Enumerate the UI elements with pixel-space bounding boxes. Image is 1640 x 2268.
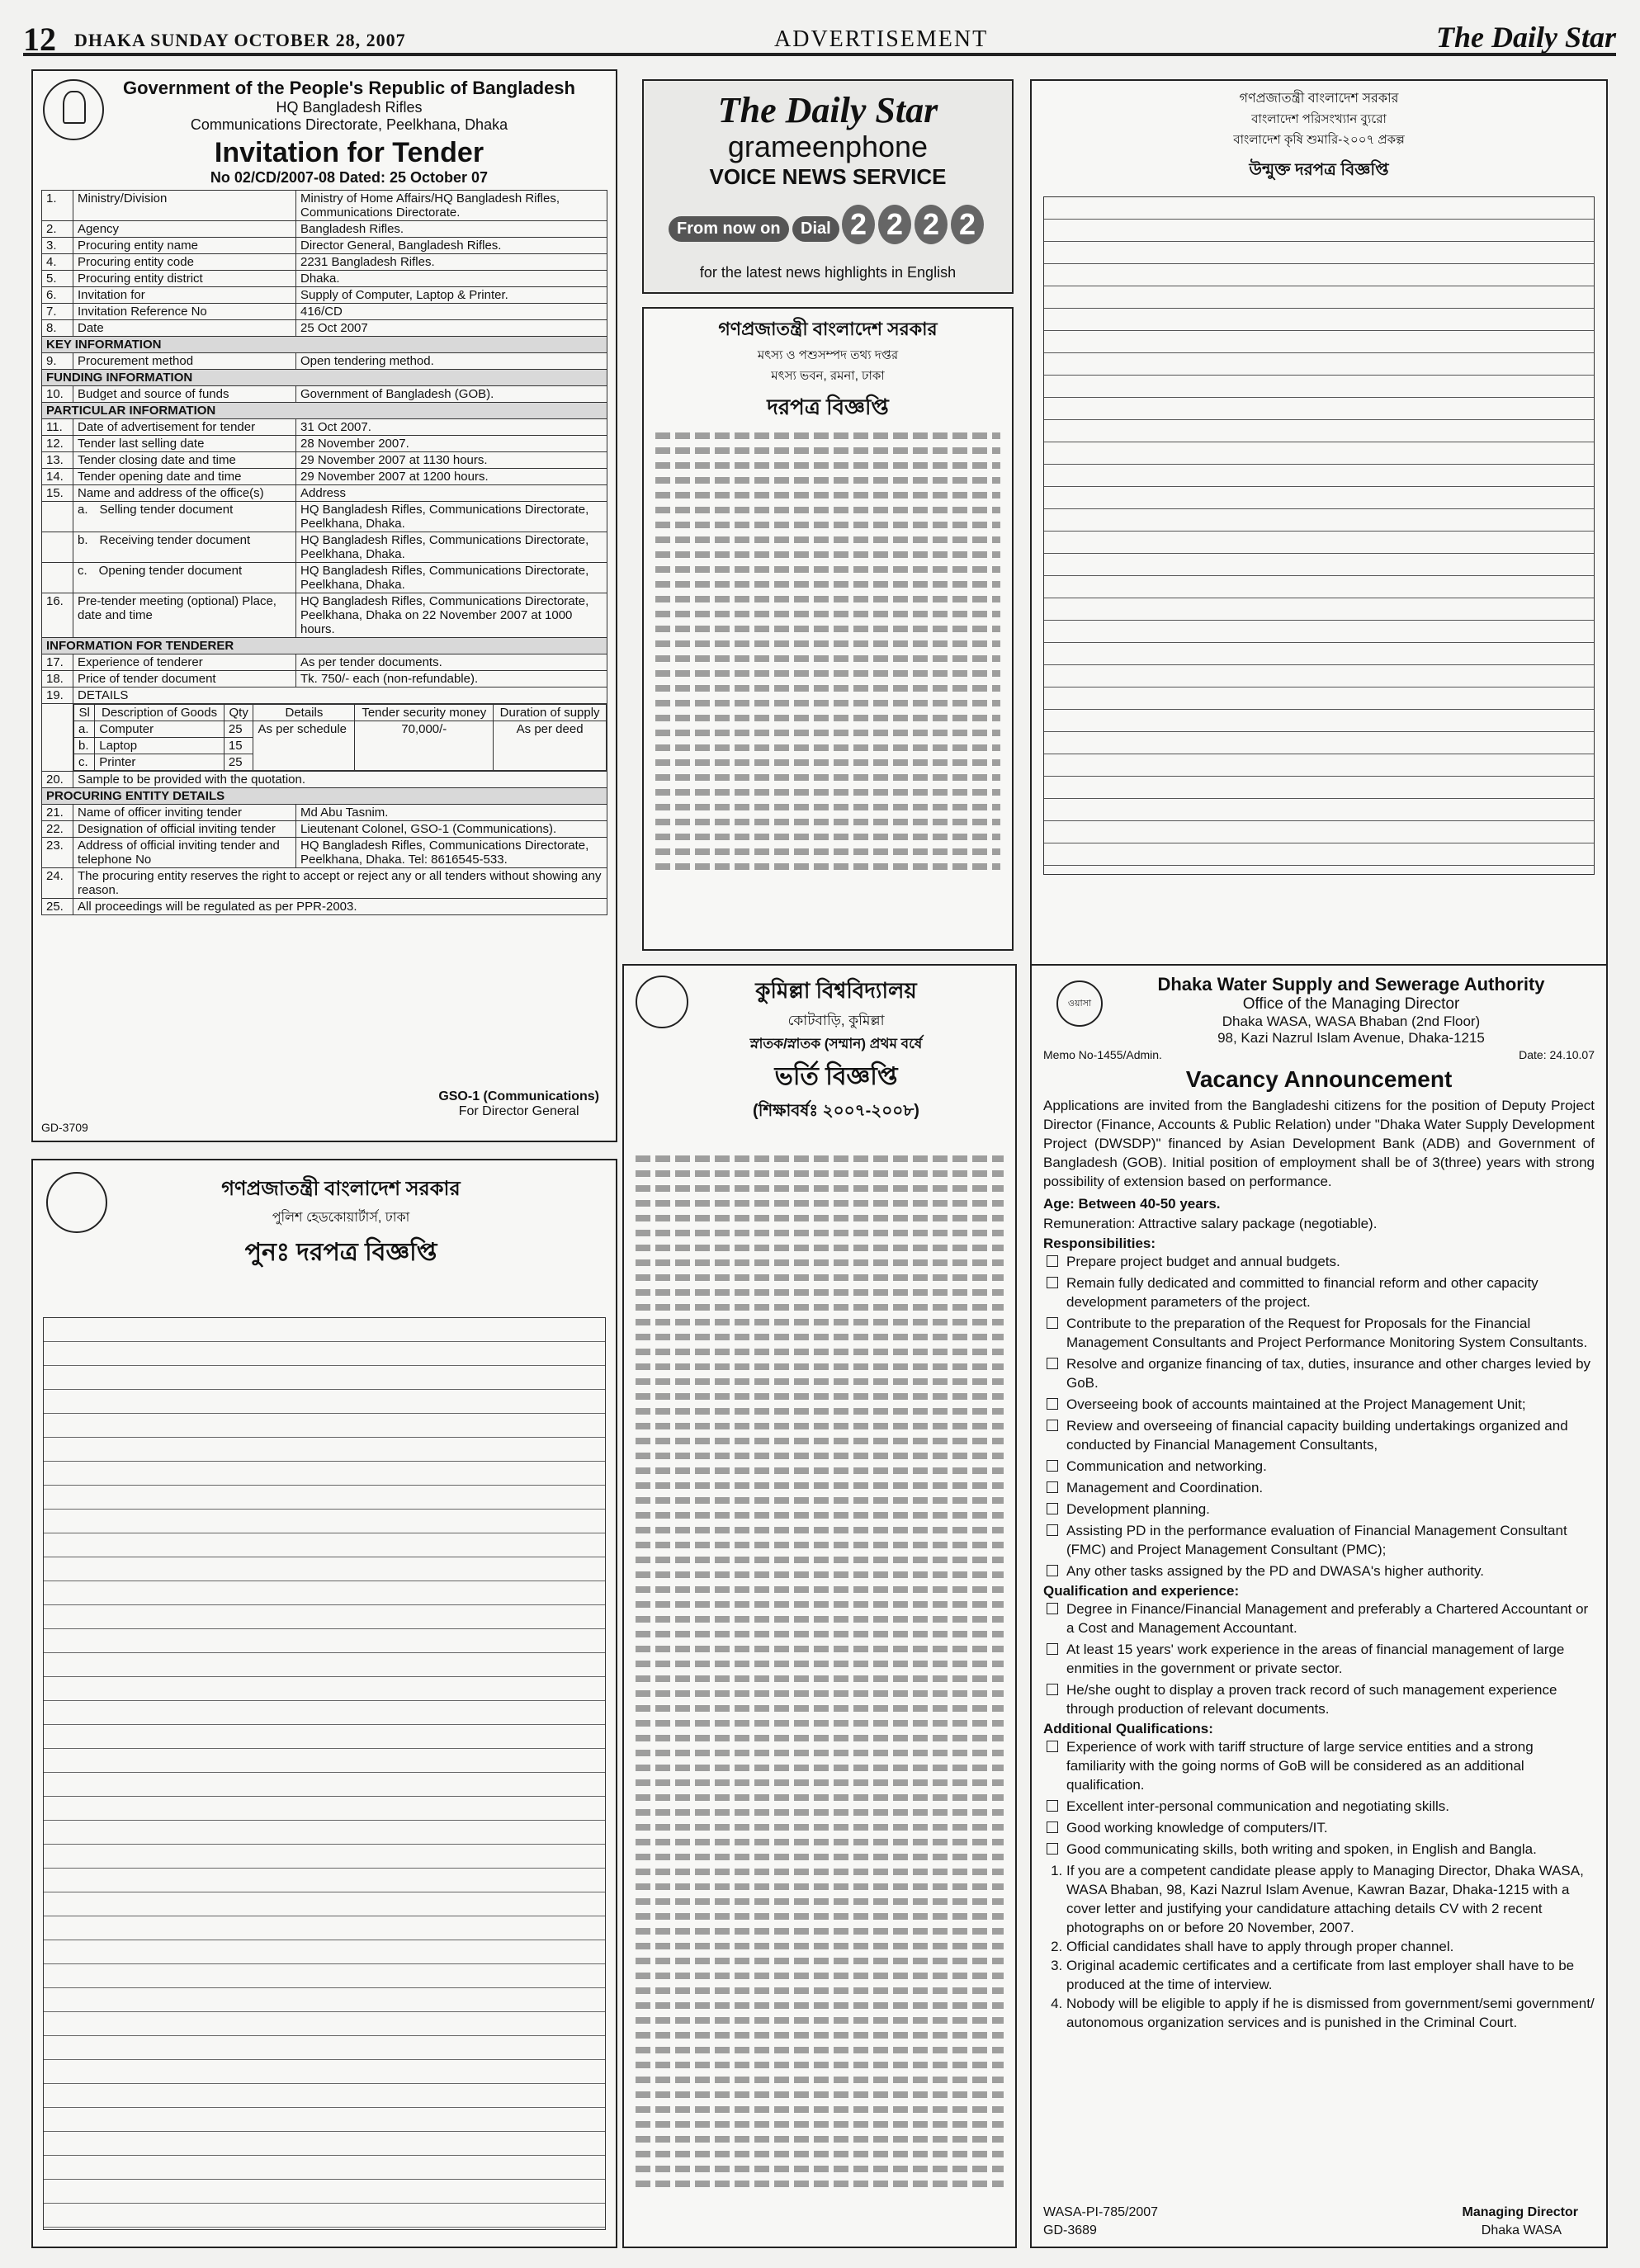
list-item: Contribute to the preparation of the Request for Proposals for the Financial Management Consultants and Project Performance Monitoring System Consultants. xyxy=(1066,1314,1595,1352)
row-value: 28 November 2007. xyxy=(296,436,607,452)
row-key: Experience of tenderer xyxy=(73,654,296,671)
sub-letter: c. xyxy=(78,564,87,578)
row-number: 22. xyxy=(42,821,73,838)
bn-census-sub2: বাংলাদেশ কৃষি শুমারি-২০০৭ প্রকল্প xyxy=(1233,133,1405,147)
row-key: Tender last selling date xyxy=(73,436,296,452)
table-row xyxy=(42,238,607,254)
list-item: 3. Original academic certificates and a certificate from last employer shall have to be produced at the time of interview. xyxy=(1066,1956,1595,1994)
list-item: 2. Official candidates shall have to apply through proper channel. xyxy=(1066,1937,1595,1956)
bn-census-table xyxy=(1043,196,1595,875)
bn-cu-sub1: কোটবাড়ি, কুমিল্লা xyxy=(787,1013,885,1028)
details-header: Tender security money xyxy=(355,705,494,721)
table-row xyxy=(42,671,607,687)
bn-fish-sub2: মৎস্য ভবন, রমনা, ঢাকা xyxy=(771,369,885,383)
row-value: Dhaka. xyxy=(296,271,607,287)
gp-dial: Dial xyxy=(792,216,839,242)
row-number: 3. xyxy=(42,238,73,254)
bn-fish-body xyxy=(655,424,1000,933)
section-heading: PARTICULAR INFORMATION xyxy=(42,403,607,419)
wasa-vacancy-ad xyxy=(1030,964,1608,2248)
row-number: 12. xyxy=(42,436,73,452)
row-number: 24. xyxy=(42,868,73,899)
bn-fish-gov: গণপ্রজাতন্ত্রী বাংলাদেশ সরকার xyxy=(718,319,938,339)
sub-letter: b. xyxy=(78,533,88,547)
row-key: Budget and source of funds xyxy=(73,386,296,403)
list-item: Management and Coordination. xyxy=(1066,1478,1595,1497)
row-number: 8. xyxy=(42,320,73,337)
row-number: 1. xyxy=(42,191,73,221)
row-key: DETAILS xyxy=(73,687,607,704)
table-row xyxy=(42,452,607,469)
bn-census-gov: গণপ্রজাতন্ত্রী বাংলাদেশ সরকার xyxy=(1239,92,1399,106)
gp-service: VOICE NEWS SERVICE xyxy=(709,164,947,189)
gp-tagline: for the latest news highlights in English xyxy=(699,264,957,281)
bn-fish-sub1: মৎস্য ও পশুসম্পদ তথ্য দপ্তর xyxy=(757,348,899,362)
row-key xyxy=(73,532,296,563)
bn-fish-title: দরপত্র বিজ্ঞপ্তি xyxy=(767,395,889,419)
table-row xyxy=(42,532,607,563)
details-desc: Computer xyxy=(95,721,224,738)
row-value: HQ Bangladesh Rifles, Communications Directorate, Peelkhana, Dhaka. xyxy=(296,502,607,532)
row-number: 6. xyxy=(42,287,73,304)
list-item: Resolve and organize financing of tax, duties, insurance and other charges levied by GoB. xyxy=(1066,1354,1595,1392)
table-row xyxy=(42,436,607,452)
details-desc: Printer xyxy=(95,754,224,771)
details-header: Details xyxy=(253,705,355,721)
bn-police-sub1: পুলিশ হেডকোয়ার্টার্স, ঢাকা xyxy=(272,1211,410,1225)
sub-letter: a. xyxy=(78,503,88,517)
row-number: 2. xyxy=(42,221,73,238)
row-key: Procuring entity code xyxy=(73,254,296,271)
wasa-qual-head: Qualification and experience: xyxy=(1043,1583,1240,1599)
tender-code: GD-3709 xyxy=(41,1121,88,1134)
table-row xyxy=(42,838,607,868)
row-value: 416/CD xyxy=(296,304,607,320)
row-value: Address xyxy=(296,485,607,502)
bn-cu-title: ভর্তি বিজ্ঞপ্তি xyxy=(774,1063,898,1090)
list-item: Remain fully dedicated and committed to financial reform and other capacity development parameters of the project. xyxy=(1066,1273,1595,1311)
wasa-resp-head: Responsibilities: xyxy=(1043,1236,1156,1251)
details-sl: a. xyxy=(74,721,95,738)
wasa-remuneration: Remuneration: Attractive salary package (negotiable). xyxy=(1043,1216,1378,1231)
row-value: 29 November 2007 at 1130 hours. xyxy=(296,452,607,469)
details-sl: c. xyxy=(74,754,95,771)
details-head xyxy=(74,705,607,721)
row-number xyxy=(42,532,73,563)
tender-signature-sub: For Director General xyxy=(458,1104,579,1118)
bn-cu-session: (শিক্ষাবর্ষঃ ২০০৭-২০০৮) xyxy=(753,1102,919,1120)
details-row xyxy=(42,704,607,772)
row-number: 13. xyxy=(42,452,73,469)
bn-fisheries-tender xyxy=(642,307,1014,951)
row-number xyxy=(42,563,73,593)
row-number: 15. xyxy=(42,485,73,502)
table-row xyxy=(42,805,607,821)
dial-digit: 2 xyxy=(951,205,984,244)
details-header: Qty xyxy=(224,705,253,721)
bn-police-title: পুনঃ দরপত্র বিজ্ঞপ্তি xyxy=(244,1239,437,1266)
row-key xyxy=(73,502,296,532)
row-number: 18. xyxy=(42,671,73,687)
wasa-org: Dhaka Water Supply and Sewerage Authority xyxy=(1157,974,1545,995)
table-row xyxy=(42,772,607,788)
list-item: 1. If you are a competent candidate please apply to Managing Director, Dhaka WASA, WASA Bhaban, 98, Kazi Nazrul Islam Avenue, Kawran Bazar, Dhaka-1215 with a cover letter and justifying your candidature attaching details CV with 2 recent photographs on or before 20 November, 2007. xyxy=(1066,1861,1595,1937)
list-item: Overseeing book of accounts maintained at the Project Management Unit; xyxy=(1066,1395,1595,1414)
wasa-memo: Memo No-1455/Admin. xyxy=(1043,1048,1162,1061)
wasa-office: Office of the Managing Director xyxy=(1242,995,1460,1013)
details-schedule: As per schedule xyxy=(253,721,355,771)
section-heading: KEY INFORMATION xyxy=(42,337,607,353)
table-row xyxy=(42,654,607,671)
table-row xyxy=(42,899,607,915)
wasa-code: GD-3689 xyxy=(1043,2223,1097,2237)
row-key: Procuring entity district xyxy=(73,271,296,287)
bn-census-title: উন্মুক্ত দরপত্র বিজ্ঞপ্তি xyxy=(1249,161,1389,179)
wasa-logo: ওয়াসা xyxy=(1056,980,1103,1027)
row-key: Name of officer inviting tender xyxy=(73,805,296,821)
row-value: Sample to be provided with the quotation. xyxy=(73,772,607,788)
row-key: Date of advertisement for tender xyxy=(73,419,296,436)
list-item: At least 15 years' work experience in the areas of financial management of large enmities in the government or private sector. xyxy=(1066,1640,1595,1678)
row-value: Supply of Computer, Laptop & Printer. xyxy=(296,287,607,304)
gp-brand: grameenphone xyxy=(727,130,929,163)
wasa-addr1: Dhaka WASA, WASA Bhaban (2nd Floor) xyxy=(1222,1014,1481,1029)
table-row xyxy=(42,320,607,337)
row-value: 25 Oct 2007 xyxy=(296,320,607,337)
tender-ref: No 02/CD/2007-08 Dated: 25 October 07 xyxy=(210,169,489,186)
tender-hq: HQ Bangladesh Rifles xyxy=(276,99,423,116)
table-row xyxy=(42,419,607,436)
section-heading: FUNDING INFORMATION xyxy=(42,370,607,386)
table-row xyxy=(74,721,607,738)
row-value: Government of Bangladesh (GOB). xyxy=(296,386,607,403)
table-row xyxy=(42,191,607,221)
table-row xyxy=(42,353,607,370)
table-row xyxy=(42,469,607,485)
emblem-icon xyxy=(43,79,104,140)
table-row xyxy=(42,337,607,353)
details-sl: b. xyxy=(74,738,95,754)
details-desc: Laptop xyxy=(95,738,224,754)
row-value: Md Abu Tasnim. xyxy=(296,805,607,821)
dial-digit: 2 xyxy=(915,205,948,244)
table-row xyxy=(42,485,607,502)
wasa-qualifications xyxy=(1043,1599,1595,1718)
tender-directorate: Communications Directorate, Peelkhana, Dhaka xyxy=(190,116,508,133)
list-item: He/she ought to display a proven track record of such management experience through production of relevant documents. xyxy=(1066,1680,1595,1718)
gp-title: The Daily Star xyxy=(717,90,938,130)
wasa-intro: Applications are invited from the Bangladeshi citizens for the position of Deputy Project Director (Finance, Accounts & Public Relation) under "Dhaka Water Supply Development Project (DWSDP)" financed by Asian Development Bank (ADB) and Government of Bangladesh (GOB). Initial position of employment shall be of 3(three) years with strong possibility of extension based on performance. xyxy=(1043,1098,1595,1189)
row-value: As per tender documents. xyxy=(296,654,607,671)
row-value: Ministry of Home Affairs/HQ Bangladesh Rifles, Communications Directorate. xyxy=(296,191,607,221)
wasa-date: Date: 24.10.07 xyxy=(1519,1048,1595,1061)
row-value: The procuring entity reserves the right to accept or reject any or all tenders without showing any reason. xyxy=(73,868,607,899)
row-key: Procuring entity name xyxy=(73,238,296,254)
row-key: Price of tender document xyxy=(73,671,296,687)
row-key: Date xyxy=(73,320,296,337)
row-number: 17. xyxy=(42,654,73,671)
details-qty: 15 xyxy=(224,738,253,754)
row-number: 10. xyxy=(42,386,73,403)
list-item: Assisting PD in the performance evaluation of Financial Management Consultant (FMC) and Project Management Consultant (PMC); xyxy=(1066,1521,1595,1559)
police-emblem-icon xyxy=(46,1172,107,1233)
row-value: HQ Bangladesh Rifles, Communications Directorate, Peelkhana, Dhaka. Tel: 8616545-533. xyxy=(296,838,607,868)
table-row xyxy=(42,271,607,287)
details-qty: 25 xyxy=(224,721,253,738)
row-key: Procurement method xyxy=(73,353,296,370)
row-value: Tk. 750/- each (non-refundable). xyxy=(296,671,607,687)
row-number: 5. xyxy=(42,271,73,287)
wasa-ref: WASA-PI-785/2007 xyxy=(1043,2205,1159,2219)
wasa-apply-instructions xyxy=(1043,1861,1595,2032)
page-header xyxy=(23,18,1616,56)
list-item: 4. Nobody will be eligible to apply if he is dismissed from government/semi government/ autonomous organization services and is punished in the Criminal Court. xyxy=(1066,1994,1595,2032)
tender-table xyxy=(41,190,607,915)
bn-cu-body xyxy=(636,1147,1004,2230)
row-value: Lieutenant Colonel, GSO-1 (Communications). xyxy=(296,821,607,838)
gp-from-now-on: From now on xyxy=(669,216,789,242)
details-table xyxy=(73,704,607,771)
details-duration: As per deed xyxy=(494,721,607,771)
wasa-responsibilities xyxy=(1043,1252,1595,1581)
row-number: 16. xyxy=(42,593,73,638)
row-number: 23. xyxy=(42,838,73,868)
row-key: Invitation Reference No xyxy=(73,304,296,320)
page-number: 12 xyxy=(23,21,56,58)
bn-police-gov: গণপ্রজাতন্ত্রী বাংলাদেশ সরকার xyxy=(221,1178,461,1200)
row-value: Director General, Bangladesh Rifles. xyxy=(296,238,607,254)
dial-digit: 2 xyxy=(878,205,911,244)
row-key: Address of official inviting tender and telephone No xyxy=(73,838,296,868)
row-value: Open tendering method. xyxy=(296,353,607,370)
row-value: All proceedings will be regulated as per PPR-2003. xyxy=(73,899,607,915)
table-row xyxy=(42,221,607,238)
table-row xyxy=(42,304,607,320)
row-number: 7. xyxy=(42,304,73,320)
university-logo-icon xyxy=(636,976,688,1028)
section-heading: INFORMATION FOR TENDERER xyxy=(42,638,607,654)
gp-voice-news-ad xyxy=(642,79,1014,294)
table-row xyxy=(42,638,607,654)
row-number: 20. xyxy=(42,772,73,788)
bn-cu-sub2: স্নাতক/স্নাতক (সম্মান) প্রথম বর্ষে xyxy=(749,1036,923,1051)
sub-key: Receiving tender document xyxy=(99,533,251,547)
bn-cu-name: কুমিল্লা বিশ্ববিদ্যালয় xyxy=(755,978,917,1003)
table-row xyxy=(42,403,607,419)
dial-digit: 2 xyxy=(842,205,875,244)
tender-gov: Government of the People's Republic of Bangladesh xyxy=(123,78,575,98)
table-row xyxy=(42,386,607,403)
masthead: The Daily Star xyxy=(1435,21,1616,54)
table-row xyxy=(42,254,607,271)
wasa-add-head: Additional Qualifications: xyxy=(1043,1721,1213,1736)
row-key: Invitation for xyxy=(73,287,296,304)
row-value: 2231 Bangladesh Rifles. xyxy=(296,254,607,271)
row-key: Ministry/Division xyxy=(73,191,296,221)
table-row xyxy=(42,687,607,704)
row-number: 11. xyxy=(42,419,73,436)
dateline: DHAKA SUNDAY OCTOBER 28, 2007 xyxy=(74,30,406,50)
tender-advert xyxy=(31,69,617,1142)
row-key: Tender opening date and time xyxy=(73,469,296,485)
list-item: Communication and networking. xyxy=(1066,1457,1595,1476)
row-number: 21. xyxy=(42,805,73,821)
details-security: 70,000/- xyxy=(355,721,494,771)
bn-census-sub1: বাংলাদেশ পরিসংখ্যান ব্যুরো xyxy=(1251,112,1387,126)
row-number xyxy=(42,704,73,772)
row-number: 19. xyxy=(42,687,73,704)
table-row xyxy=(42,563,607,593)
list-item: Good communicating skills, both writing and spoken, in English and Bangla. xyxy=(1066,1840,1595,1859)
table-row xyxy=(42,502,607,532)
list-item: Prepare project budget and annual budgets. xyxy=(1066,1252,1595,1271)
row-key: Tender closing date and time xyxy=(73,452,296,469)
wasa-addr2: 98, Kazi Nazrul Islam Avenue, Dhaka-1215 xyxy=(1217,1030,1485,1046)
table-row xyxy=(42,287,607,304)
table-row xyxy=(42,370,607,386)
details-header: Description of Goods xyxy=(95,705,224,721)
bn-comilla-university-admission xyxy=(622,964,1017,2248)
list-item: Excellent inter-personal communication and negotiating skills. xyxy=(1066,1797,1595,1816)
row-key: Designation of official inviting tender xyxy=(73,821,296,838)
row-number: 25. xyxy=(42,899,73,915)
sub-key: Selling tender document xyxy=(99,503,234,517)
row-value: 31 Oct 2007. xyxy=(296,419,607,436)
section-title: ADVERTISEMENT xyxy=(774,26,989,52)
bn-police-table xyxy=(43,1317,606,2230)
row-number: 4. xyxy=(42,254,73,271)
table-row xyxy=(42,868,607,899)
details-wrapper xyxy=(73,704,607,772)
wasa-title: Vacancy Announcement xyxy=(1185,1066,1453,1092)
row-value: Bangladesh Rifles. xyxy=(296,221,607,238)
list-item: Good working knowledge of computers/IT. xyxy=(1066,1818,1595,1837)
tender-signature-title: GSO-1 (Communications) xyxy=(438,1089,599,1103)
row-value: HQ Bangladesh Rifles, Communications Directorate, Peelkhana, Dhaka. xyxy=(296,532,607,563)
row-value: HQ Bangladesh Rifles, Communications Directorate, Peelkhana, Dhaka on 22 November 2007 at 1000 hours. xyxy=(296,593,607,638)
details-header: Duration of supply xyxy=(494,705,607,721)
sub-key: Opening tender document xyxy=(98,564,243,578)
row-value: 29 November 2007 at 1200 hours. xyxy=(296,469,607,485)
list-item: Experience of work with tariff structure of large service entities and a strong familiarity with the going norms of GoB will be considered as an additional qualification. xyxy=(1066,1737,1595,1794)
list-item: Any other tasks assigned by the PD and DWASA's higher authority. xyxy=(1066,1562,1595,1581)
bn-census-tender xyxy=(1030,79,1608,995)
bn-police-retender xyxy=(31,1159,617,2248)
wasa-additional xyxy=(1043,1737,1595,1859)
row-key: Pre-tender meeting (optional) Place, date and time xyxy=(73,593,296,638)
row-key xyxy=(73,563,296,593)
tender-title: Invitation for Tender xyxy=(214,137,484,168)
details-header: Sl xyxy=(74,705,95,721)
wasa-age: Age: Between 40-50 years. xyxy=(1043,1196,1221,1212)
table-row xyxy=(42,788,607,805)
wasa-sig2: Dhaka WASA xyxy=(1481,2223,1562,2237)
row-key: Agency xyxy=(73,221,296,238)
row-number: 14. xyxy=(42,469,73,485)
section-heading: PROCURING ENTITY DETAILS xyxy=(42,788,607,805)
row-value: HQ Bangladesh Rifles, Communications Directorate, Peelkhana, Dhaka. xyxy=(296,563,607,593)
table-row xyxy=(42,821,607,838)
wasa-sig1: Managing Director xyxy=(1462,2205,1578,2219)
list-item: Development planning. xyxy=(1066,1500,1595,1519)
row-number: 9. xyxy=(42,353,73,370)
row-number xyxy=(42,502,73,532)
details-qty: 25 xyxy=(224,754,253,771)
table-row xyxy=(42,593,607,638)
list-item: Review and overseeing of financial capacity building undertakings organized and conducted by Financial Management Consultants, xyxy=(1066,1416,1595,1454)
row-key: Name and address of the office(s) xyxy=(73,485,296,502)
list-item: Degree in Finance/Financial Management and preferably a Chartered Accountant or a Cost and Management Accountant. xyxy=(1066,1599,1595,1637)
